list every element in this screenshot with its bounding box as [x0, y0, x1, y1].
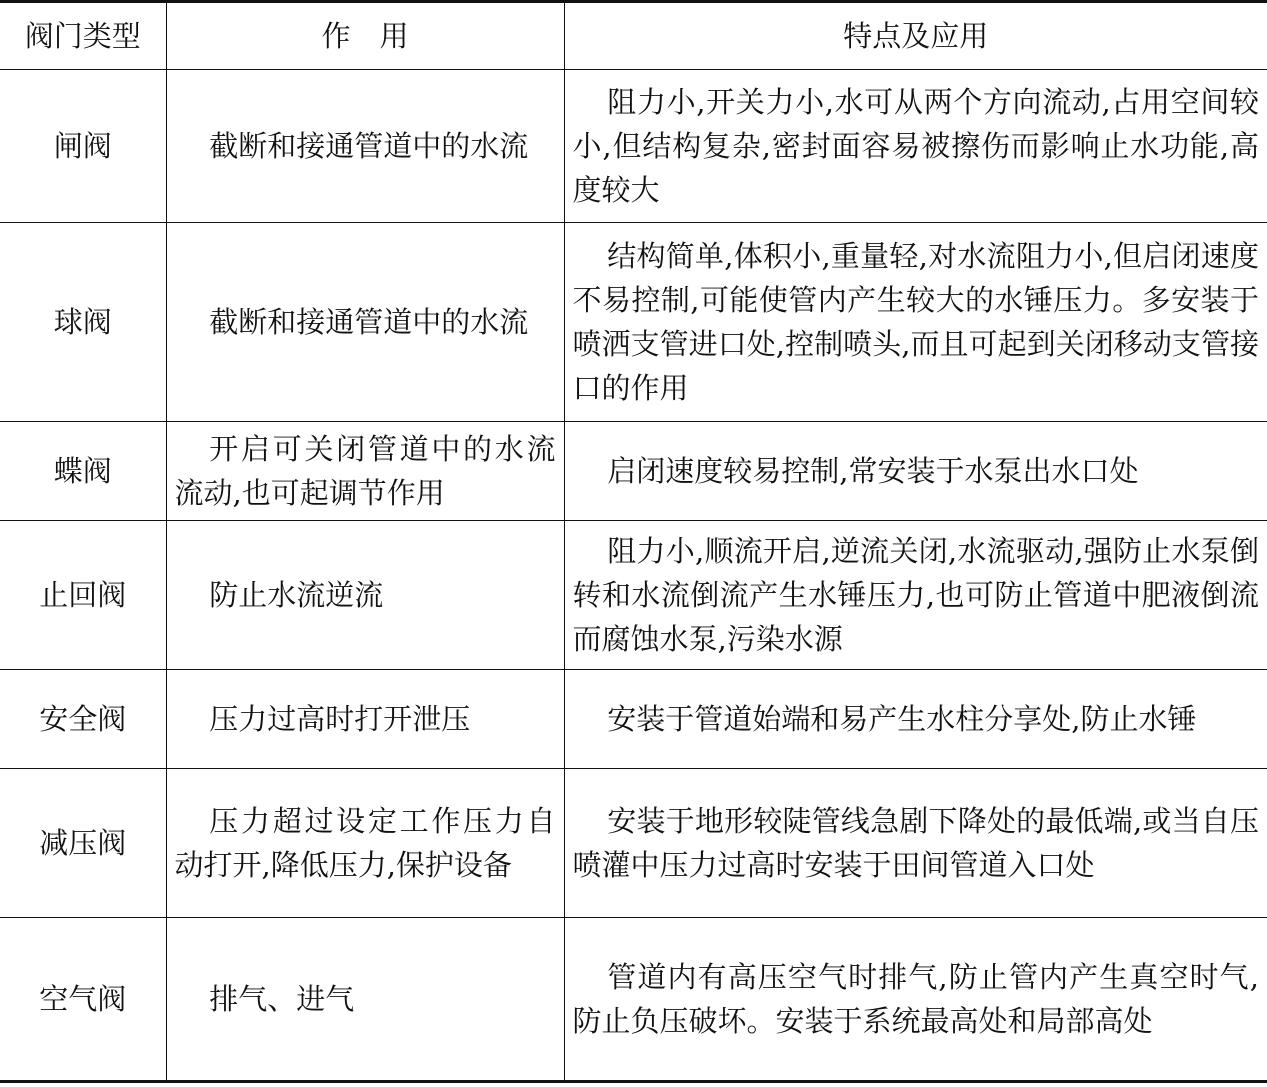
header-row: [0, 2, 1267, 70]
table-row: [0, 422, 1267, 521]
function-cell: 截断和接通管道中的水流: [166, 223, 564, 422]
function-cell: 防止水流逆流: [166, 521, 564, 670]
valve-type-cell: 闸阀: [0, 70, 166, 223]
features-cell: 结构简单,体积小,重量轻,对水流阻力小,但启闭速度不易控制,可能使管内产生较大的水锤压力。多安装于喷洒支管进口处,控制喷头,而且可起到关闭移动支管接口的作用: [564, 223, 1267, 422]
table-row: [0, 769, 1267, 918]
valve-type-cell: 安全阀: [0, 670, 166, 769]
header-valve-type: 阀门类型: [0, 2, 166, 70]
header-features: 特点及应用: [564, 2, 1267, 70]
valve-type-cell: 蝶阀: [0, 422, 166, 521]
features-cell: 启闭速度较易控制,常安装于水泵出水口处: [564, 422, 1267, 521]
features-cell: 安装于地形较陡管线急剧下降处的最低端,或当自压喷灌中压力过高时安装于田间管道入口处: [564, 769, 1267, 918]
valve-type-cell: 减压阀: [0, 769, 166, 918]
function-cell: 压力过高时打开泄压: [166, 670, 564, 769]
function-cell: 开启可关闭管道中的水流流动,也可起调节作用: [166, 422, 564, 521]
features-cell: 阻力小,顺流开启,逆流关闭,水流驱动,强防止水泵倒转和水流倒流产生水锤压力,也可防止管道中肥液倒流而腐蚀水泵,污染水源: [564, 521, 1267, 670]
table-row: [0, 70, 1267, 223]
valve-type-cell: 球阀: [0, 223, 166, 422]
table-header: [0, 2, 1267, 70]
valve-type-cell: 空气阀: [0, 918, 166, 1082]
table-row: [0, 521, 1267, 670]
header-function: 作 用: [166, 2, 564, 70]
table-row: [0, 670, 1267, 769]
function-cell: 排气、进气: [166, 918, 564, 1082]
valve-type-cell: 止回阀: [0, 521, 166, 670]
table-body: [0, 70, 1267, 1082]
features-cell: 阻力小,开关力小,水可从两个方向流动,占用空间较小,但结构复杂,密封面容易被擦伤而影响止水功能,高度较大: [564, 70, 1267, 223]
function-cell: 截断和接通管道中的水流: [166, 70, 564, 223]
table-row: [0, 918, 1267, 1082]
function-cell: 压力超过设定工作压力自动打开,降低压力,保护设备: [166, 769, 564, 918]
table-row: [0, 223, 1267, 422]
features-cell: 安装于管道始端和易产生水柱分享处,防止水锤: [564, 670, 1267, 769]
features-cell: 管道内有高压空气时排气,防止管内产生真空时气,防止负压破坏。安装于系统最高处和局部高处: [564, 918, 1267, 1082]
